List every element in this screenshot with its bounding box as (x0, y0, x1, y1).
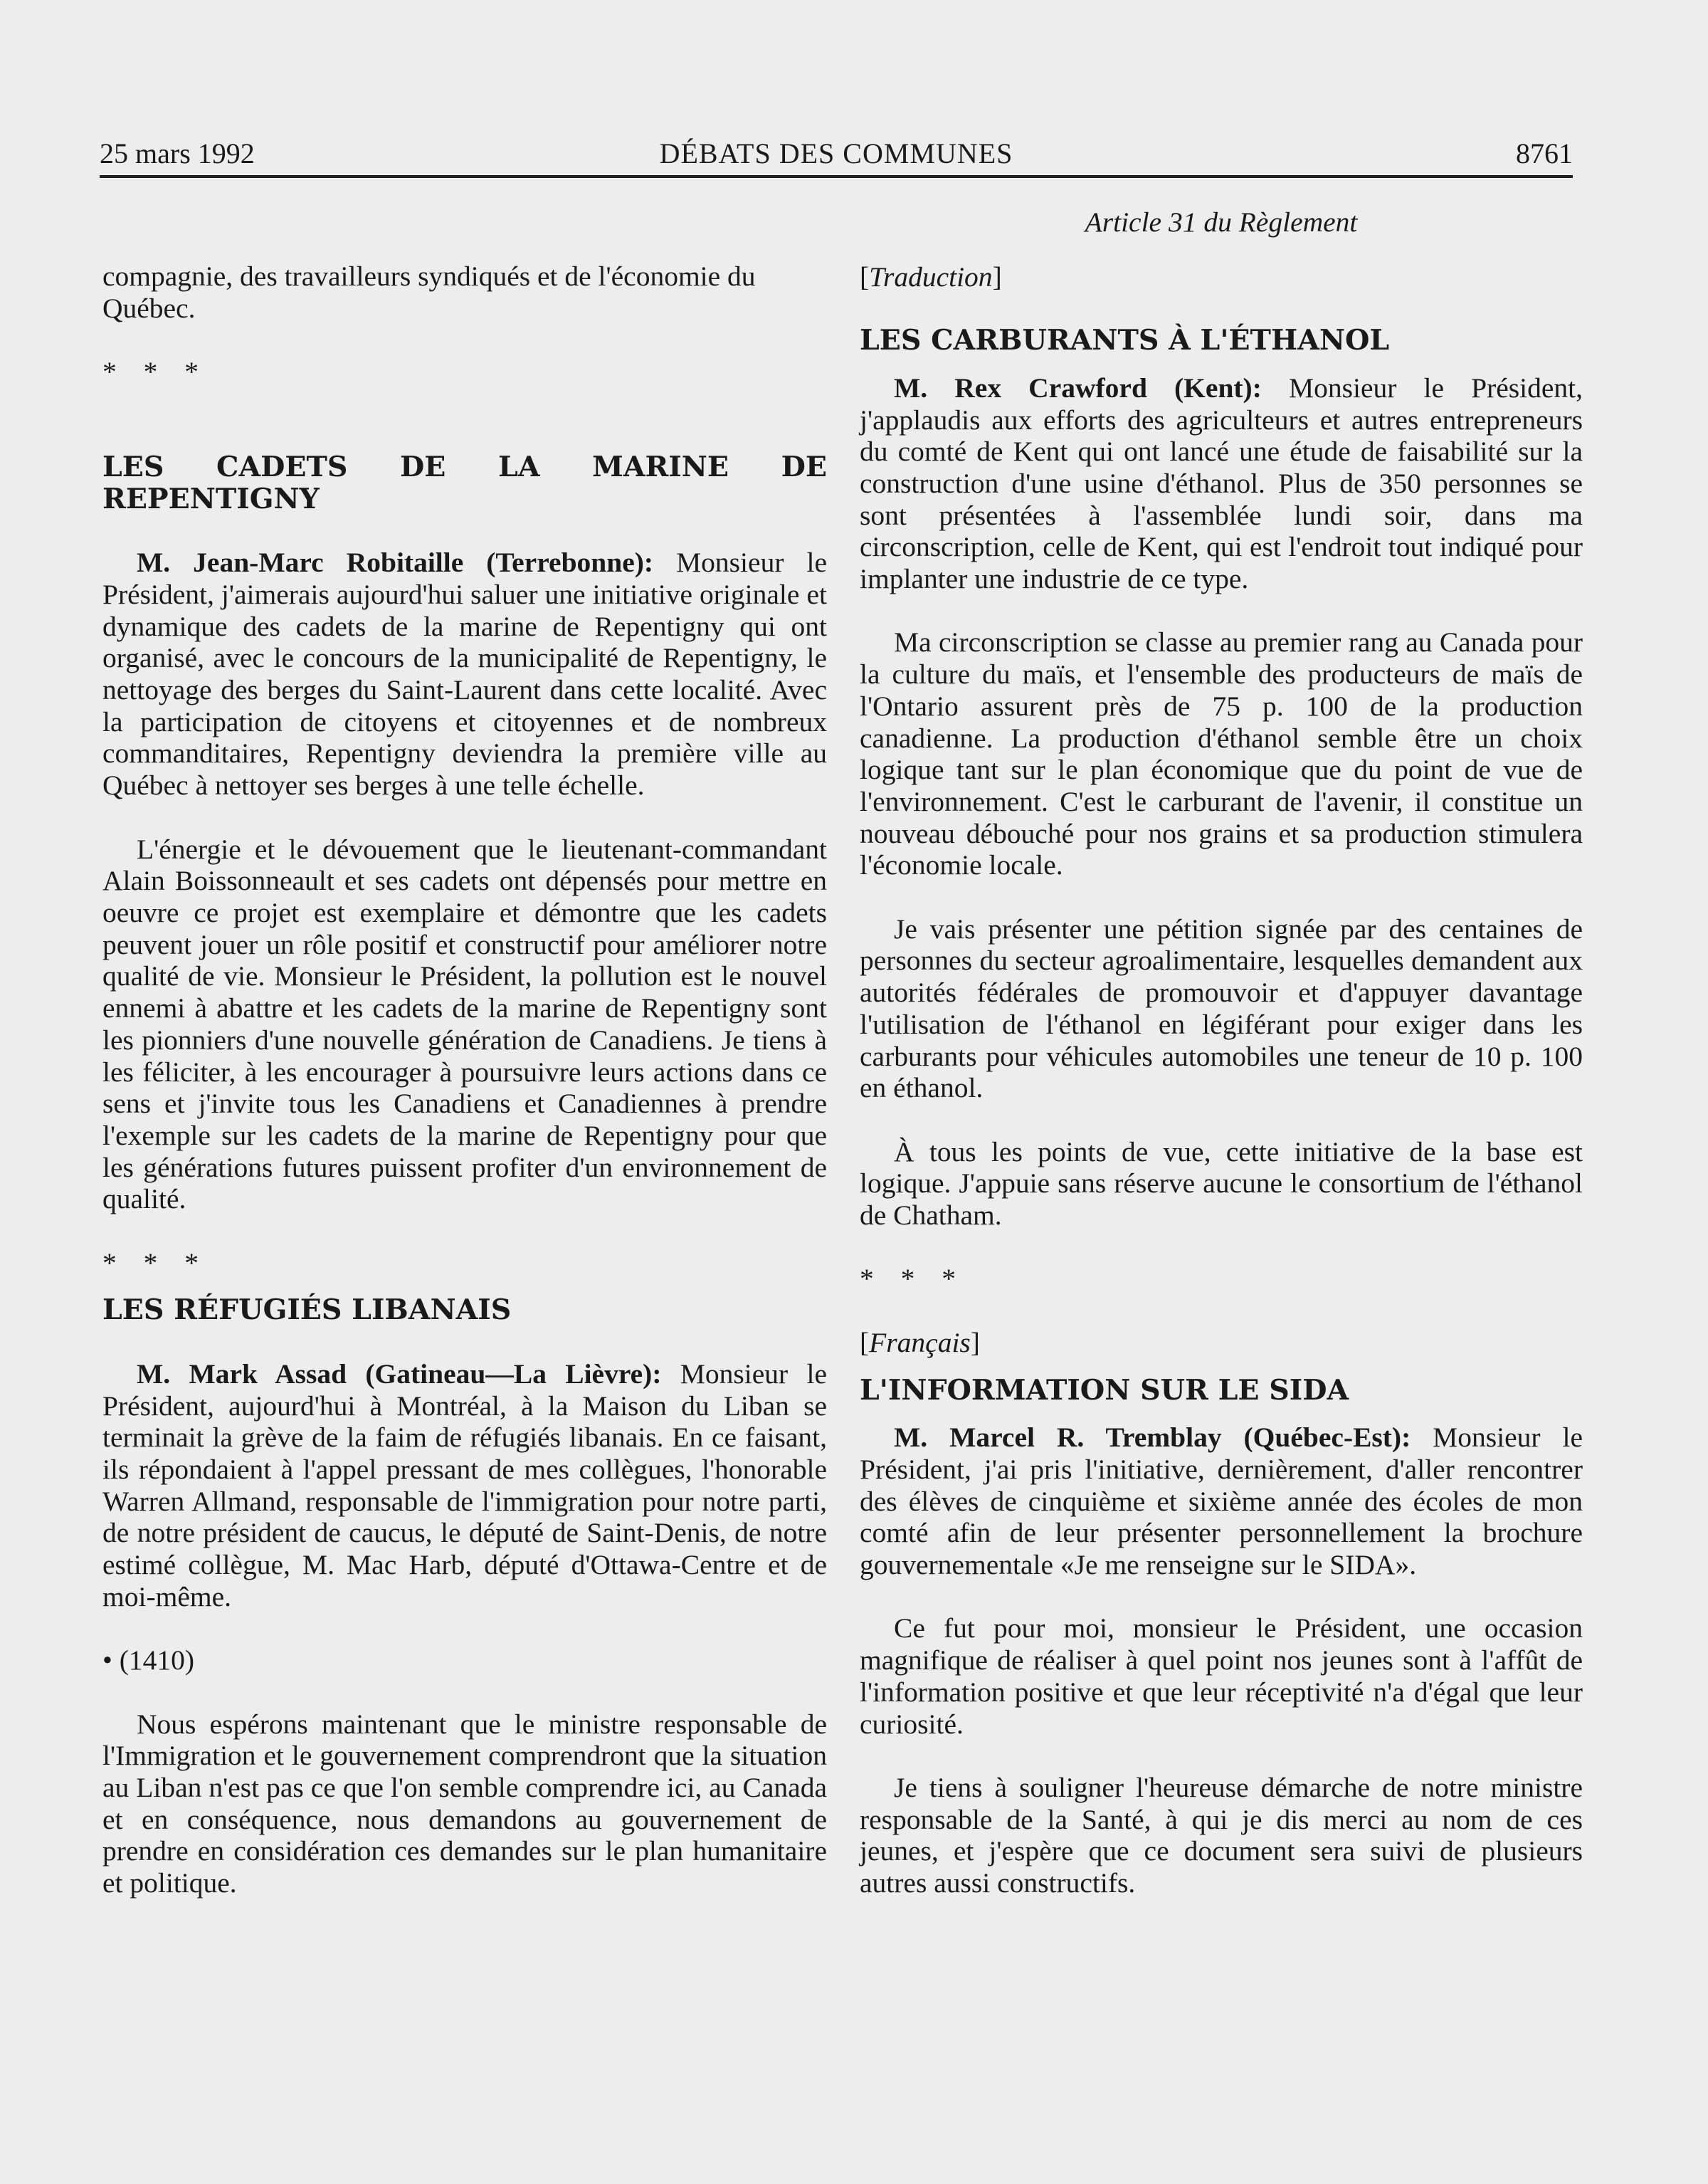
speech-text: Monsieur le Président, aujourd'hui à Montréal, à la Maison du Liban se terminait la grève de la faim de réfugiés libanais. En ce faisant, ils répondaient à l'appel pressant de mes collègues, l'honorable Warren Allmand, responsable de l'immigration pour notre parti, de notre président de caucus, le député de Saint-Denis, de notre estimé collègue, M. Mac Harb, député d'Ottawa-Centre et de moi-même. (102, 1358, 827, 1612)
speech-paragraph: L'énergie et le dévouement que le lieutenant-commandant Alain Boissonneault et ses cadets ont dépensés pour mettre en oeuvre ce projet est exemplaire et démontre que les cadets peuvent jouer un rôle positif et constructif pour améliorer notre qualité de vie. Monsieur le Président, la pollution est le nouvel ennemi à abattre et les cadets de la marine de Repentigny sont les pionniers d'une nouvelle génération de Canadiens. Je tiens à les féliciter, à les encourager à poursuivre leurs actions dans ce sens et j'invite tous les Canadiens et Canadiennes à prendre l'exemple sur les cadets de la marine de Repentigny pour que les générations futures puissent profiter d'un environnement de qualité. (102, 833, 827, 1215)
speaker-name: M. Marcel R. Tremblay (Québec-Est): (894, 1422, 1411, 1454)
speech-text: Monsieur le Président, j'aimerais aujourd'hui saluer une initiative originale et dynamique des cadets de la marine de Repentigny qui ont organisé, avec le concours de la municipalité de Repentigny, le nettoyage des berges du Saint-Laurent dans cette localité. Avec la participation de citoyens et citoyennes et de nombreux commanditaires, Repentigny deviendra la première ville au Québec à nettoyer ses berges à une telle échelle. (102, 547, 827, 802)
section-separator: * * * (102, 1246, 209, 1279)
speech-text: Monsieur le Président, j'applaudis aux efforts des agriculteurs et autres entrepreneurs du comté de Kent qui ont lancé une étude de faisabilité sur la construction d'une usine d'éthanol. Plus de 350 personnes se sont présentées à l'assemblée lundi soir, dans ma circonscription, celle de Kent, qui est l'endroit tout indiqué pour implanter une industrie de ce type. (860, 372, 1583, 595)
speech-paragraph: Nous espérons maintenant que le ministre responsable de l'Immigration et le gouvernement comprendront que la situation au Liban n'est pas ce que l'on semble comprendre ici, au Canada et en conséquence, nous demandons au gouvernement de prendre en considération ces demandes sur le plan humanitaire et politique. (102, 1708, 827, 1899)
translation-label-text: Traduction (869, 261, 993, 293)
speech-paragraph: À tous les points de vue, cette initiative de la base est logique. J'appuie sans réserve aucune le consortium de l'éthanol de Chatham. (860, 1135, 1583, 1232)
speech-paragraph (102, 547, 827, 802)
speech-paragraph: Je vais présenter une pétition signée par des centaines de personnes du secteur agroalimentaire, lesquelles demandent aux autorités fédérales de promouvoir et d'appuyer davantage l'utilisation de l'éthanol en légiférant pour exiger dans les carburants pour véhicules automobiles une teneur de 10 p. 100 en éthanol. (860, 913, 1583, 1104)
speech-text: Monsieur le Président, j'ai pris l'initiative, dernièrement, d'aller rencontrer des élèves de cinquième et sixième année des écoles de mon comté afin de leur présenter personnellement la brochure gouvernementale «Je me renseigne sur le SIDA». (860, 1422, 1583, 1581)
header-page-number: 8761 (1516, 137, 1573, 169)
speech-paragraph: Je tiens à souligner l'heureuse démarche de notre ministre responsable de la Santé, à qui je dis merci au nom de ces jeunes, et j'espère que ce document sera suivi de plusieurs autres aussi constructifs. (860, 1771, 1583, 1899)
rule-label: Article 31 du Règlement (1085, 206, 1358, 238)
speech-paragraph (102, 1358, 827, 1613)
language-label: [Français] (860, 1326, 980, 1358)
header-date: 25 mars 1992 (100, 137, 255, 169)
speech-paragraph (860, 372, 1583, 595)
right-column (860, 206, 1583, 1899)
section-heading: L'INFORMATION SUR LE SIDA (860, 1373, 1349, 1407)
header-title: DÉBATS DES COMMUNES (659, 137, 1013, 169)
translation-label: [Traduction] (860, 261, 1002, 293)
section-separator: * * * (102, 356, 209, 388)
intro-paragraph: compagnie, des travailleurs syndiqués et de l'économie du Québec. (102, 261, 756, 324)
language-label-text: Français (869, 1326, 971, 1358)
left-column (102, 261, 827, 1899)
speech-paragraph: Ma circonscription se classe au premier rang au Canada pour la culture du maïs, et l'ensemble des producteurs de maïs de l'Ontario assurent près de 75 p. 100 de la production canadienne. La production d'éthanol semble être un choix logique tant sur le plan économique que du point de vue de l'environnement. C'est le carburant de l'avenir, il constitue un nouveau débouché pour nos grains et sa production stimulera l'économie locale. (860, 626, 1583, 881)
speech-paragraph: Ce fut pour moi, monsieur le Président, une occasion magnifique de réaliser à quel point nos jeunes sont à l'affût de l'information positive et que leur réceptivité n'a d'égal que leur curiosité. (860, 1612, 1583, 1740)
page-header (100, 135, 1573, 178)
speech-paragraph (860, 1422, 1583, 1581)
section-separator: * * * (860, 1263, 966, 1295)
section-heading: LES CARBURANTS À L'ÉTHANOL (860, 324, 1390, 357)
time-marker: • (1410) (102, 1644, 195, 1676)
section-heading: LES CADETS DE LA MARINE DE REPENTIGNY (102, 451, 827, 515)
speaker-name: M. Rex Crawford (Kent): (894, 372, 1262, 404)
speaker-name: M. Jean-Marc Robitaille (Terrebonne): (137, 547, 654, 579)
speaker-name: M. Mark Assad (Gatineau—La Lièvre): (137, 1358, 662, 1390)
section-heading: LES RÉFUGIÉS LIBANAIS (102, 1293, 512, 1327)
